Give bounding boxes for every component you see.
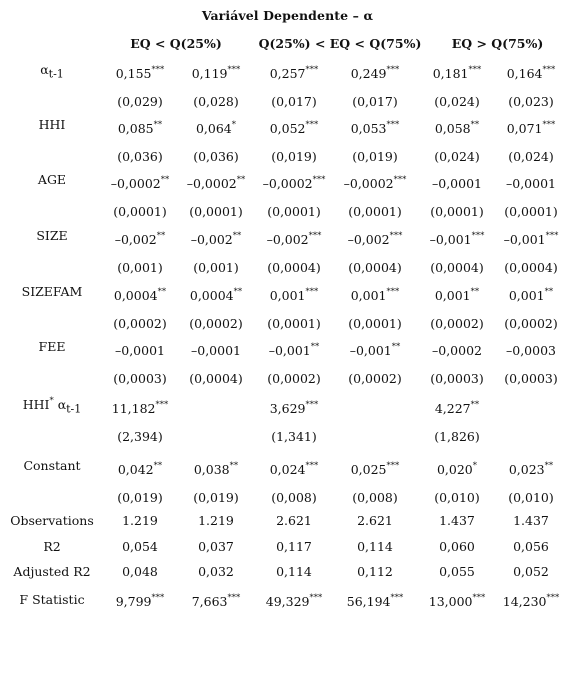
significance-stars: ** <box>391 342 401 352</box>
coefficient-cell-value: 0,064 <box>195 121 232 137</box>
std-error-cell-value: (2,394) <box>117 429 163 444</box>
stat-cell-value: 49,329 <box>265 594 310 610</box>
stat-cell <box>492 594 570 609</box>
std-error-cell-value: (0,0001) <box>430 204 484 219</box>
coefficient-cell <box>418 232 496 247</box>
stat-cell <box>177 539 255 554</box>
row-label: SIZE <box>36 228 68 243</box>
coefficient-cell <box>492 232 570 247</box>
std-error-cell-value: (0,0003) <box>504 371 558 386</box>
std-error-cell <box>418 204 496 219</box>
stat-cell <box>336 594 414 609</box>
coefficient-cell-value: 0,0004 <box>113 288 158 304</box>
significance-stars: *** <box>305 461 319 471</box>
significance-stars: ** <box>544 461 554 471</box>
significance-stars: ** <box>544 287 554 297</box>
stat-cell-value: 9,799 <box>115 594 152 610</box>
stat-cell-value: 0,056 <box>513 539 549 554</box>
significance-stars: *** <box>542 65 556 75</box>
std-error-cell-value: (0,0002) <box>189 316 243 331</box>
stat-label: Observations <box>10 513 94 528</box>
stat-cell-value: 1.219 <box>122 513 158 528</box>
stat-cell <box>418 564 496 579</box>
std-error-cell <box>492 316 570 331</box>
std-error-cell <box>492 260 570 275</box>
significance-stars: * <box>472 461 478 471</box>
row-label: $\alpha_{t-1}$ <box>40 62 64 81</box>
std-error-cell-value: (0,0001) <box>348 316 402 331</box>
std-error-cell-value: (0,0002) <box>504 316 558 331</box>
std-error-cell <box>101 316 179 331</box>
std-error-cell <box>418 490 496 505</box>
stat-cell-value: 0,032 <box>198 564 234 579</box>
stat-cell-value: 0,114 <box>357 539 393 554</box>
std-error-cell-value: (0,036) <box>193 149 239 164</box>
coefficient-cell-value: –0,0002 <box>110 176 161 192</box>
stat-cell-value: 0,054 <box>122 539 158 554</box>
std-error-cell-value: (0,0004) <box>430 260 484 275</box>
coefficient-cell <box>418 176 496 191</box>
coefficient-cell <box>492 288 570 303</box>
coefficient-cell <box>101 232 179 247</box>
significance-stars: *** <box>468 65 482 75</box>
stat-cell <box>492 539 570 554</box>
std-error-cell <box>255 371 333 386</box>
coefficient-cell-value: –0,001 <box>349 343 392 359</box>
std-error-cell-value: (0,0001) <box>504 204 558 219</box>
coefficient-cell-value: –0,0001 <box>432 176 482 191</box>
stat-cell <box>492 513 570 528</box>
significance-stars: *** <box>308 231 322 241</box>
stat-cell <box>177 513 255 528</box>
std-error-cell-value: (0,0001) <box>348 204 402 219</box>
significance-stars: *** <box>227 65 241 75</box>
coefficient-cell-value: 0,020 <box>436 462 473 478</box>
std-error-cell <box>255 260 333 275</box>
coefficient-cell-value: –0,0001 <box>506 176 556 191</box>
std-error-cell-value: (0,0004) <box>189 371 243 386</box>
significance-stars: *** <box>305 120 319 130</box>
coefficient-cell-value: –0,0003 <box>506 343 556 358</box>
significance-stars: ** <box>233 287 243 297</box>
coefficient-cell <box>255 343 333 358</box>
coefficient-cell <box>177 288 255 303</box>
stat-cell <box>101 513 179 528</box>
significance-stars: *** <box>542 120 556 130</box>
significance-stars: *** <box>546 593 560 603</box>
std-error-cell <box>418 260 496 275</box>
coefficient-cell <box>101 121 179 136</box>
stat-cell-value: 7,663 <box>191 594 228 610</box>
std-error-cell-value: (0,0003) <box>113 371 167 386</box>
std-error-cell-value: (0,001) <box>117 260 163 275</box>
coefficient-cell <box>255 401 333 416</box>
coefficient-cell <box>336 288 414 303</box>
std-error-cell-value: (1,826) <box>434 429 480 444</box>
std-error-cell-value: (0,0003) <box>430 371 484 386</box>
coefficient-cell-value: –0,001 <box>503 232 546 248</box>
coefficient-cell-value: 0,257 <box>269 66 306 82</box>
std-error-cell-value: (0,024) <box>508 149 554 164</box>
coefficient-cell-value: –0,0001 <box>191 343 241 358</box>
coefficient-cell-value: 0,038 <box>193 462 230 478</box>
coefficient-cell-value: –0,0001 <box>115 343 165 358</box>
significance-stars: *** <box>386 461 400 471</box>
stat-cell <box>255 539 333 554</box>
significance-stars: *** <box>309 593 323 603</box>
significance-stars: ** <box>153 120 163 130</box>
std-error-cell <box>255 94 333 109</box>
row-label: HHI* $\alpha_{t-1}$ <box>22 396 82 416</box>
stat-cell <box>101 564 179 579</box>
coefficient-cell-value: 0,042 <box>117 462 154 478</box>
std-error-cell <box>101 371 179 386</box>
coefficient-cell <box>492 462 570 477</box>
coefficient-cell-value: –0,0002 <box>432 343 482 358</box>
stat-cell-value: 56,194 <box>346 594 391 610</box>
stat-cell <box>418 539 496 554</box>
coefficient-cell <box>177 66 255 81</box>
group-header-high: EQ > Q(75%) <box>451 36 544 51</box>
std-error-cell <box>255 149 333 164</box>
std-error-cell-value: (0,036) <box>117 149 163 164</box>
std-error-cell <box>418 94 496 109</box>
coefficient-cell-value: 0,181 <box>432 66 469 82</box>
significance-stars: ** <box>470 120 480 130</box>
stat-label: F Statistic <box>19 592 85 607</box>
stat-cell <box>177 594 255 609</box>
significance-stars: *** <box>312 175 326 185</box>
std-error-cell <box>418 316 496 331</box>
std-error-cell-value: (0,001) <box>193 260 239 275</box>
coefficient-cell <box>255 176 333 191</box>
std-error-cell-value: (0,0004) <box>348 260 402 275</box>
coefficient-cell-value: 0,001 <box>508 288 545 304</box>
stat-cell <box>177 564 255 579</box>
significance-stars: *** <box>227 593 241 603</box>
stat-cell <box>336 513 414 528</box>
stat-cell-value: 13,000 <box>428 594 473 610</box>
coefficient-cell-value: –0,0002 <box>186 176 237 192</box>
std-error-cell-value: (0,0002) <box>267 371 321 386</box>
std-error-cell <box>336 371 414 386</box>
significance-stars: *** <box>390 593 404 603</box>
coefficient-cell-value: 11,182 <box>111 401 156 417</box>
coefficient-cell-value: –0,001 <box>429 232 472 248</box>
std-error-cell-value: (0,024) <box>434 149 480 164</box>
significance-stars: ** <box>470 287 480 297</box>
significance-stars: *** <box>151 65 165 75</box>
coefficient-cell <box>418 66 496 81</box>
std-error-cell-value: (0,029) <box>117 94 163 109</box>
std-error-cell <box>418 371 496 386</box>
coefficient-cell <box>177 462 255 477</box>
coefficient-cell-value: 0,053 <box>350 121 387 137</box>
row-label: Constant <box>23 458 81 473</box>
stat-cell-value: 0,060 <box>439 539 475 554</box>
coefficient-cell <box>336 121 414 136</box>
std-error-cell-value: (0,0001) <box>267 204 321 219</box>
std-error-cell-value: (0,010) <box>508 490 554 505</box>
group-header-low: EQ < Q(25%) <box>130 36 222 51</box>
group-header-mid: Q(25%) < EQ < Q(75%) <box>258 36 422 51</box>
std-error-cell-value: (0,0001) <box>113 204 167 219</box>
coefficient-cell <box>492 66 570 81</box>
std-error-cell <box>101 204 179 219</box>
significance-stars: *** <box>472 593 486 603</box>
coefficient-cell <box>255 232 333 247</box>
coefficient-cell <box>492 343 570 358</box>
significance-stars: ** <box>470 400 480 410</box>
std-error-cell-value: (1,341) <box>271 429 317 444</box>
std-error-cell-value: (0,019) <box>352 149 398 164</box>
std-error-cell <box>492 490 570 505</box>
coefficient-cell <box>336 66 414 81</box>
significance-stars: ** <box>153 461 163 471</box>
std-error-cell <box>101 490 179 505</box>
std-error-cell <box>336 149 414 164</box>
stat-cell-value: 0,112 <box>357 564 393 579</box>
stat-cell-value: 0,114 <box>276 564 312 579</box>
stat-cell-value: 14,230 <box>502 594 547 610</box>
std-error-cell <box>418 429 496 444</box>
coefficient-cell-value: 0,071 <box>506 121 543 137</box>
std-error-cell-value: (0,017) <box>271 94 317 109</box>
row-label: SIZEFAM <box>21 284 83 299</box>
coefficient-cell-value: 0,024 <box>269 462 306 478</box>
std-error-cell <box>418 149 496 164</box>
stat-cell-value: 1.437 <box>439 513 475 528</box>
std-error-cell-value: (0,008) <box>352 490 398 505</box>
significance-stars: *** <box>305 287 319 297</box>
std-error-cell <box>255 429 333 444</box>
std-error-cell-value: (0,0004) <box>267 260 321 275</box>
stat-cell <box>418 594 496 609</box>
stat-cell-value: 2.621 <box>357 513 393 528</box>
coefficient-cell-value: 0,155 <box>115 66 152 82</box>
std-error-cell <box>492 94 570 109</box>
significance-stars: *** <box>471 231 485 241</box>
std-error-cell-value: (0,019) <box>117 490 163 505</box>
std-error-cell-value: (0,019) <box>193 490 239 505</box>
significance-stars: *** <box>386 120 400 130</box>
row-label: AGE <box>37 172 67 187</box>
coefficient-cell <box>418 343 496 358</box>
significance-stars: ** <box>232 231 242 241</box>
coefficient-cell <box>177 232 255 247</box>
std-error-cell <box>177 371 255 386</box>
coefficient-cell-value: 0,001 <box>434 288 471 304</box>
std-error-cell <box>492 204 570 219</box>
coefficient-cell-value: –0,002 <box>266 232 309 248</box>
stat-cell <box>101 539 179 554</box>
stat-cell <box>255 564 333 579</box>
std-error-cell-value: (0,019) <box>271 149 317 164</box>
significance-stars: *** <box>305 65 319 75</box>
significance-stars: ** <box>157 287 167 297</box>
coefficient-cell-value: 3,629 <box>269 401 306 417</box>
std-error-cell <box>492 371 570 386</box>
stat-cell-value: 0,052 <box>513 564 549 579</box>
coefficient-cell-value: 4,227 <box>434 401 471 417</box>
std-error-cell <box>255 204 333 219</box>
coefficient-cell-value: 0,025 <box>350 462 387 478</box>
table-title: Variável Dependente – α <box>201 8 374 23</box>
std-error-cell <box>177 260 255 275</box>
significance-stars: *** <box>305 400 319 410</box>
coefficient-cell <box>336 176 414 191</box>
stat-cell-value: 1.437 <box>513 513 549 528</box>
coefficient-cell-value: 0,0004 <box>189 288 234 304</box>
coefficient-cell <box>101 462 179 477</box>
coefficient-cell-value: 0,119 <box>191 66 228 82</box>
stat-cell <box>255 513 333 528</box>
coefficient-cell <box>255 462 333 477</box>
std-error-cell-value: (0,0004) <box>504 260 558 275</box>
coefficient-cell <box>492 176 570 191</box>
coefficient-cell-value: –0,002 <box>347 232 390 248</box>
coefficient-cell <box>101 176 179 191</box>
std-error-cell <box>336 94 414 109</box>
stat-cell <box>101 594 179 609</box>
significance-stars: *** <box>393 175 407 185</box>
coefficient-cell <box>101 288 179 303</box>
coefficient-cell-value: 0,058 <box>434 121 471 137</box>
coefficient-cell-value: 0,001 <box>350 288 387 304</box>
significance-stars: ** <box>160 175 170 185</box>
coefficient-cell-value: 0,001 <box>269 288 306 304</box>
std-error-cell <box>336 316 414 331</box>
coefficient-cell-value: 0,052 <box>269 121 306 137</box>
std-error-cell-value: (0,017) <box>352 94 398 109</box>
significance-stars: *** <box>151 593 165 603</box>
coefficient-cell-value: 0,164 <box>506 66 543 82</box>
std-error-cell-value: (0,008) <box>271 490 317 505</box>
std-error-cell <box>255 316 333 331</box>
std-error-cell <box>492 149 570 164</box>
row-label: HHI <box>38 117 66 132</box>
coefficient-cell <box>336 462 414 477</box>
stat-label: Adjusted R2 <box>13 564 91 579</box>
std-error-cell-value: (0,024) <box>434 94 480 109</box>
coefficient-cell <box>255 288 333 303</box>
std-error-cell <box>101 94 179 109</box>
std-error-cell-value: (0,023) <box>508 94 554 109</box>
coefficient-cell <box>177 121 255 136</box>
significance-stars: * <box>231 120 237 130</box>
std-error-cell <box>177 149 255 164</box>
std-error-cell <box>101 149 179 164</box>
stat-cell <box>418 513 496 528</box>
coefficient-cell <box>418 288 496 303</box>
stat-cell-value: 1.219 <box>198 513 234 528</box>
std-error-cell-value: (0,010) <box>434 490 480 505</box>
coefficient-cell-value: 0,085 <box>117 121 154 137</box>
stat-cell <box>255 594 333 609</box>
coefficient-cell-value: –0,002 <box>114 232 157 248</box>
coefficient-cell-value: –0,002 <box>190 232 233 248</box>
coefficient-cell <box>336 343 414 358</box>
coefficient-cell-value: –0,0002 <box>262 176 313 192</box>
stat-cell <box>492 564 570 579</box>
significance-stars: *** <box>545 231 559 241</box>
stat-cell <box>336 564 414 579</box>
std-error-cell <box>177 204 255 219</box>
coefficient-cell <box>255 66 333 81</box>
significance-stars: *** <box>386 287 400 297</box>
std-error-cell <box>336 260 414 275</box>
stat-cell-value: 2.621 <box>276 513 312 528</box>
std-error-cell-value: (0,0001) <box>189 204 243 219</box>
std-error-cell <box>336 204 414 219</box>
coefficient-cell <box>177 343 255 358</box>
std-error-cell-value: (0,0002) <box>348 371 402 386</box>
std-error-cell <box>255 490 333 505</box>
significance-stars: ** <box>156 231 166 241</box>
std-error-cell <box>177 490 255 505</box>
significance-stars: *** <box>389 231 403 241</box>
stat-label: R2 <box>43 539 61 554</box>
stat-cell-value: 0,055 <box>439 564 475 579</box>
std-error-cell <box>177 316 255 331</box>
significance-stars: ** <box>236 175 246 185</box>
significance-stars: *** <box>155 400 169 410</box>
stat-cell-value: 0,048 <box>122 564 158 579</box>
coefficient-cell-value: –0,0002 <box>343 176 394 192</box>
coefficient-cell <box>101 343 179 358</box>
std-error-cell <box>336 490 414 505</box>
coefficient-cell <box>177 176 255 191</box>
stat-cell-value: 0,117 <box>276 539 312 554</box>
coefficient-cell <box>255 121 333 136</box>
std-error-cell-value: (0,0002) <box>430 316 484 331</box>
coefficient-cell <box>418 401 496 416</box>
coefficient-cell <box>418 462 496 477</box>
significance-stars: ** <box>229 461 239 471</box>
std-error-cell-value: (0,028) <box>193 94 239 109</box>
significance-stars: ** <box>310 342 320 352</box>
std-error-cell-value: (0,0002) <box>113 316 167 331</box>
coefficient-cell <box>492 121 570 136</box>
row-label: FEE <box>38 339 66 354</box>
coefficient-cell-value: 0,249 <box>350 66 387 82</box>
coefficient-cell <box>101 66 179 81</box>
coefficient-cell <box>336 232 414 247</box>
stat-cell <box>336 539 414 554</box>
significance-stars: *** <box>386 65 400 75</box>
coefficient-cell-value: 0,023 <box>508 462 545 478</box>
std-error-cell <box>101 260 179 275</box>
std-error-cell-value: (0,0001) <box>267 316 321 331</box>
coefficient-cell <box>101 401 179 416</box>
std-error-cell <box>101 429 179 444</box>
stat-cell-value: 0,037 <box>198 539 234 554</box>
coefficient-cell-value: –0,001 <box>268 343 311 359</box>
std-error-cell <box>177 94 255 109</box>
coefficient-cell <box>418 121 496 136</box>
